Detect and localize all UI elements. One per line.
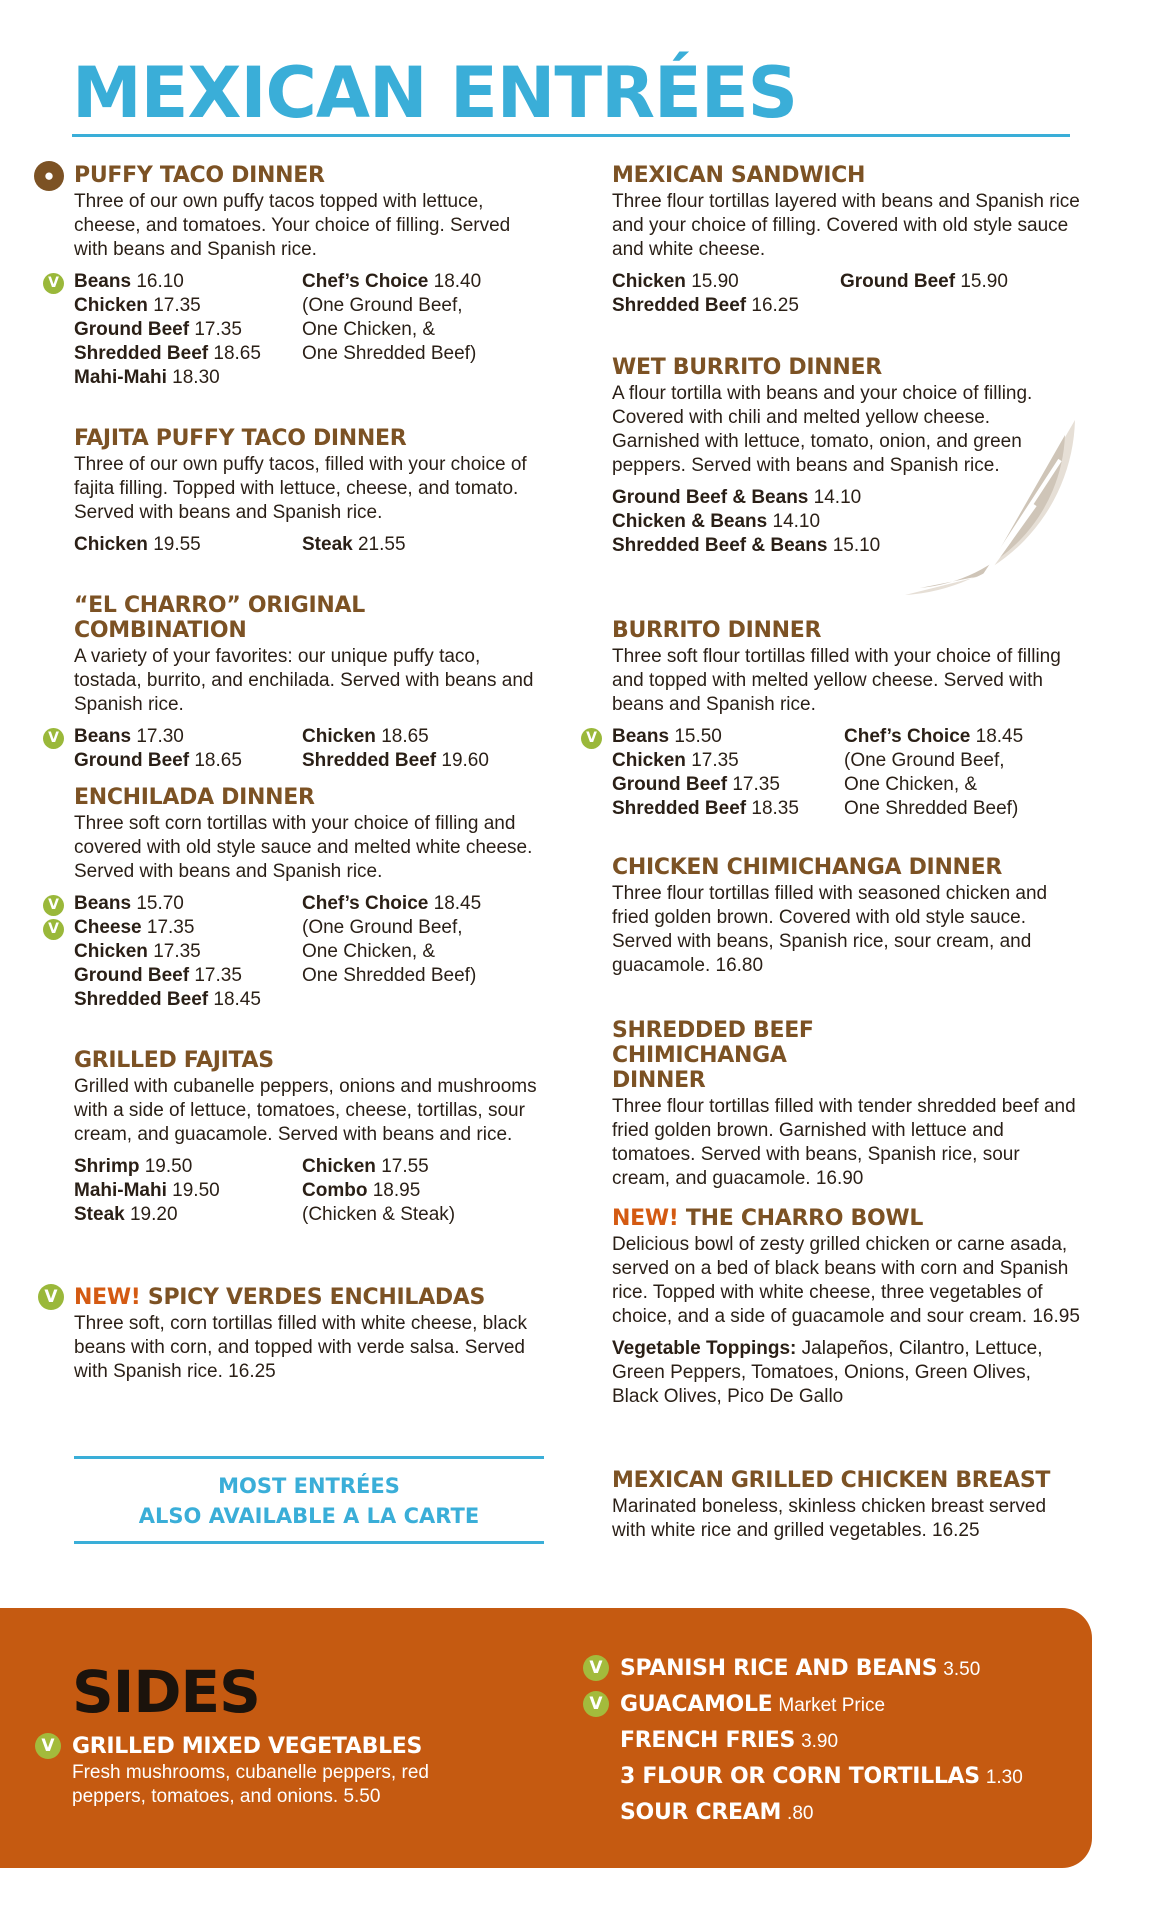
vegetable-toppings: Vegetable Toppings: Jalapeños, Cilantro, Lettuce, Green Peppers, Tomatoes, Onions, Green Olives, Black Olives, Pico De Gallo — [612, 1338, 1043, 1407]
price-note: One Shredded Beef) — [302, 343, 477, 364]
price-entry: Cheese 17.35 — [74, 917, 195, 938]
price-note: (One Ground Beef, — [844, 750, 1005, 771]
price-entry: Chef’s Choice 18.45 — [844, 726, 1024, 747]
side-item — [589, 1692, 886, 1717]
side-name: GRILLED MIXED VEGETABLES — [72, 1734, 423, 1759]
menu-item-puffy-taco — [43, 163, 544, 390]
price-note: (One Ground Beef, — [302, 295, 463, 316]
item-name: FAJITA PUFFY TACO DINNER — [74, 426, 407, 451]
item-description: Marinated boneless, skinless chicken breast served with white rice and grilled vegetables. 16.25 — [612, 1496, 1047, 1541]
vegetarian-icon: V — [43, 919, 64, 940]
price-entry: Beans 15.50 — [612, 726, 722, 747]
price-note: One Chicken, & — [302, 941, 436, 962]
item-name: MEXICAN SANDWICH — [612, 163, 866, 188]
vegetarian-icon: V — [581, 728, 602, 749]
price-entry: Beans 16.10 — [74, 271, 184, 292]
notice-line: ALSO AVAILABLE A LA CARTE — [138, 1504, 480, 1528]
price-list — [586, 725, 1082, 821]
price-entry: Chicken 17.35 — [612, 750, 739, 771]
item-name: GRILLED FAJITAS — [74, 1048, 274, 1073]
price-list — [48, 892, 544, 1012]
price-entry: Mahi-Mahi 18.30 — [74, 367, 220, 388]
price-entry: Ground Beef 17.35 — [74, 965, 242, 986]
item-description: Three flour tortillas filled with tender shredded beef and fried golden brown. Garnished with lettuce and tomatoes. Served with beans, Spanish rice, sour cream, and guacamole. 16.90 — [612, 1096, 1076, 1189]
item-description: Three flour tortillas layered with beans and Spanish rice and your choice of filling. Covered with old style sauce and white cheese. — [612, 191, 1080, 260]
price-list — [612, 486, 1082, 558]
sides-panel — [0, 1608, 1092, 1868]
price-entry: Ground Beef 18.65 — [74, 750, 242, 771]
price-entry: Chef’s Choice 18.45 — [302, 893, 482, 914]
item-name: MEXICAN GRILLED CHICKEN BREAST — [612, 1468, 1051, 1493]
price-entry: Chicken 17.55 — [302, 1156, 429, 1177]
side-name: FRENCH FRIES — [620, 1728, 796, 1753]
side-description: Fresh mushrooms, cubanelle peppers, red peppers, tomatoes, and onions. 5.50 — [72, 1762, 429, 1807]
item-description: Three soft corn tortillas with your choice of filling and covered with old style sauce and melted white cheese. Served with beans and Spanish rice. — [74, 813, 533, 882]
a-la-carte-notice — [74, 1456, 544, 1544]
price-entry: Steak 19.20 — [74, 1204, 178, 1225]
side-item-grilled-vegetables — [41, 1734, 492, 1809]
price-note: One Chicken, & — [302, 319, 436, 340]
vegetarian-icon: V — [583, 1691, 609, 1717]
price-entry: Ground Beef 17.35 — [74, 319, 242, 340]
new-badge: NEW! — [612, 1206, 679, 1231]
item-description: Three flour tortillas filled with seasoned chicken and fried golden brown. Covered with old style sauce. Served with beans, Spanish rice, sour cream, and guacamole. 16.80 — [612, 883, 1048, 976]
item-description: Three of our own puffy tacos, filled with your choice of fajita filling. Topped with lettuce, cheese, and tomato. Served with beans and Spanish rice. — [74, 454, 527, 523]
vegetarian-icon: V — [583, 1655, 609, 1681]
vegetarian-icon: V — [43, 728, 64, 749]
price-entry: Beans 17.30 — [74, 726, 184, 747]
vegetarian-icon: V — [38, 1284, 64, 1310]
price-list — [74, 533, 544, 557]
new-badge: NEW! — [74, 1285, 141, 1310]
price-entry: Chicken 18.65 — [302, 726, 429, 747]
menu-item-charro-bowl — [612, 1206, 1082, 1409]
item-name: BURRITO DINNER — [612, 618, 822, 643]
menu-item-enchilada-dinner — [48, 785, 544, 1012]
menu-item-shredded-beef-chimichanga — [612, 1018, 1082, 1191]
item-description: Delicious bowl of zesty grilled chicken or carne asada, served on a bed of black beans with corn and Spanish rice. Topped with white cheese, three vegetables of choice, and a side of guacamole and sour cream. 16.95 — [612, 1234, 1080, 1327]
sides-title: SIDES — [72, 1658, 260, 1726]
item-name: WET BURRITO DINNER — [612, 355, 882, 380]
menu-item-wet-burrito — [612, 355, 1082, 558]
item-name: CHICKEN CHIMICHANGA DINNER — [612, 855, 1003, 880]
menu-item-burrito-dinner — [586, 618, 1082, 821]
price-note: (Chicken & Steak) — [302, 1204, 456, 1225]
price-entry: Chef’s Choice 18.40 — [302, 271, 482, 292]
price-note: One Chicken, & — [844, 774, 978, 795]
price-entry: Shredded Beef 18.65 — [74, 343, 261, 364]
price-list — [74, 1155, 544, 1227]
price-note: (One Ground Beef, — [302, 917, 463, 938]
price-entry: Shredded Beef 16.25 — [612, 295, 799, 316]
menu-item-grilled-fajitas — [74, 1048, 544, 1227]
item-name: NEW! SPICY VERDES ENCHILADAS — [74, 1285, 486, 1310]
price-entry: Shredded Beef & Beans 15.10 — [612, 535, 881, 556]
item-description: A flour tortilla with beans and your choice of filling. Covered with chili and melted yellow cheese. Garnished with lettuce, tomato, onion, and green peppers. Served with beans and Spanish rice. — [612, 383, 1033, 476]
menu-item-spicy-verdes-enchiladas — [44, 1285, 544, 1384]
side-price: 3.90 — [801, 1731, 839, 1752]
item-description: Three soft, corn tortillas filled with white cheese, black beans with corn, and topped with verde salsa. Served with Spanish rice. 16.25 — [74, 1313, 528, 1382]
price-entry: Chicken 15.90 — [612, 271, 739, 292]
menu-item-fajita-puffy-taco — [74, 426, 544, 557]
menu-item-grilled-chicken-breast — [612, 1468, 1082, 1543]
price-list — [48, 270, 544, 390]
price-entry: Ground Beef 15.90 — [840, 271, 1008, 292]
item-description: Three soft flour tortillas filled with your choice of filling and topped with melted yellow cheese. Served with beans and Spanish rice. — [612, 646, 1061, 715]
side-name: SOUR CREAM — [620, 1800, 782, 1825]
side-name: 3 FLOUR OR CORN TORTILLAS — [620, 1764, 980, 1789]
menu-item-el-charro-combination — [48, 593, 544, 773]
side-item — [589, 1656, 981, 1681]
price-entry: Shredded Beef 18.45 — [74, 989, 261, 1010]
notice-line: MOST ENTRÉES — [218, 1474, 400, 1498]
item-description: A variety of your favorites: our unique puffy taco, tostada, burrito, and enchilada. Served with beans and Spanish rice. — [74, 646, 534, 715]
price-list — [612, 270, 1082, 318]
side-item — [620, 1728, 838, 1753]
taco-icon: ● — [34, 161, 64, 191]
price-note: One Shredded Beef) — [302, 965, 477, 986]
item-name: “EL CHARRO” ORIGINAL COMBINATION — [74, 593, 365, 643]
side-name: SPANISH RICE AND BEANS — [620, 1656, 938, 1681]
price-entry: Chicken & Beans 14.10 — [612, 511, 821, 532]
side-price: 1.30 — [985, 1767, 1023, 1788]
price-entry: Mahi-Mahi 19.50 — [74, 1180, 220, 1201]
price-entry: Shrimp 19.50 — [74, 1156, 193, 1177]
price-entry: Steak 21.55 — [302, 534, 406, 555]
item-name: PUFFY TACO DINNER — [74, 163, 325, 188]
vegetarian-icon: V — [35, 1733, 61, 1759]
price-entry: Shredded Beef 19.60 — [302, 750, 489, 771]
side-price: 3.50 — [943, 1659, 981, 1680]
side-price: .80 — [787, 1803, 814, 1824]
side-item — [620, 1764, 1023, 1789]
item-name: NEW! THE CHARRO BOWL — [612, 1206, 924, 1231]
price-entry: Ground Beef 17.35 — [612, 774, 780, 795]
price-entry: Ground Beef & Beans 14.10 — [612, 487, 862, 508]
title-divider — [72, 134, 1070, 137]
item-description: Three of our own puffy tacos topped with lettuce, cheese, and tomatoes. Your choice of filling. Served with beans and Spanish rice. — [74, 191, 511, 260]
price-list — [48, 725, 544, 773]
side-name: GUACAMOLE — [620, 1692, 773, 1717]
side-price: Market Price — [778, 1695, 886, 1716]
side-item — [620, 1800, 813, 1825]
price-entry: Chicken 19.55 — [74, 534, 201, 555]
menu-item-chicken-chimichanga — [612, 855, 1082, 978]
price-entry: Combo 18.95 — [302, 1180, 421, 1201]
vegetarian-icon: V — [43, 273, 64, 294]
menu-item-mexican-sandwich — [612, 163, 1082, 318]
vegetarian-icon: V — [43, 895, 64, 916]
item-name: SHREDDED BEEF CHIMICHANGA DINNER — [612, 1018, 814, 1093]
price-entry: Chicken 17.35 — [74, 941, 201, 962]
price-entry: Chicken 17.35 — [74, 295, 201, 316]
price-entry: Beans 15.70 — [74, 893, 184, 914]
item-name: ENCHILADA DINNER — [74, 785, 315, 810]
price-entry: Shredded Beef 18.35 — [612, 798, 799, 819]
item-description: Grilled with cubanelle peppers, onions and mushrooms with a side of lettuce, tomatoes, cheese, tortillas, sour cream, and guacamole. Served with beans and rice. — [74, 1076, 537, 1145]
page-title: MEXICAN ENTRÉES — [72, 52, 798, 134]
price-note: One Shredded Beef) — [844, 798, 1019, 819]
